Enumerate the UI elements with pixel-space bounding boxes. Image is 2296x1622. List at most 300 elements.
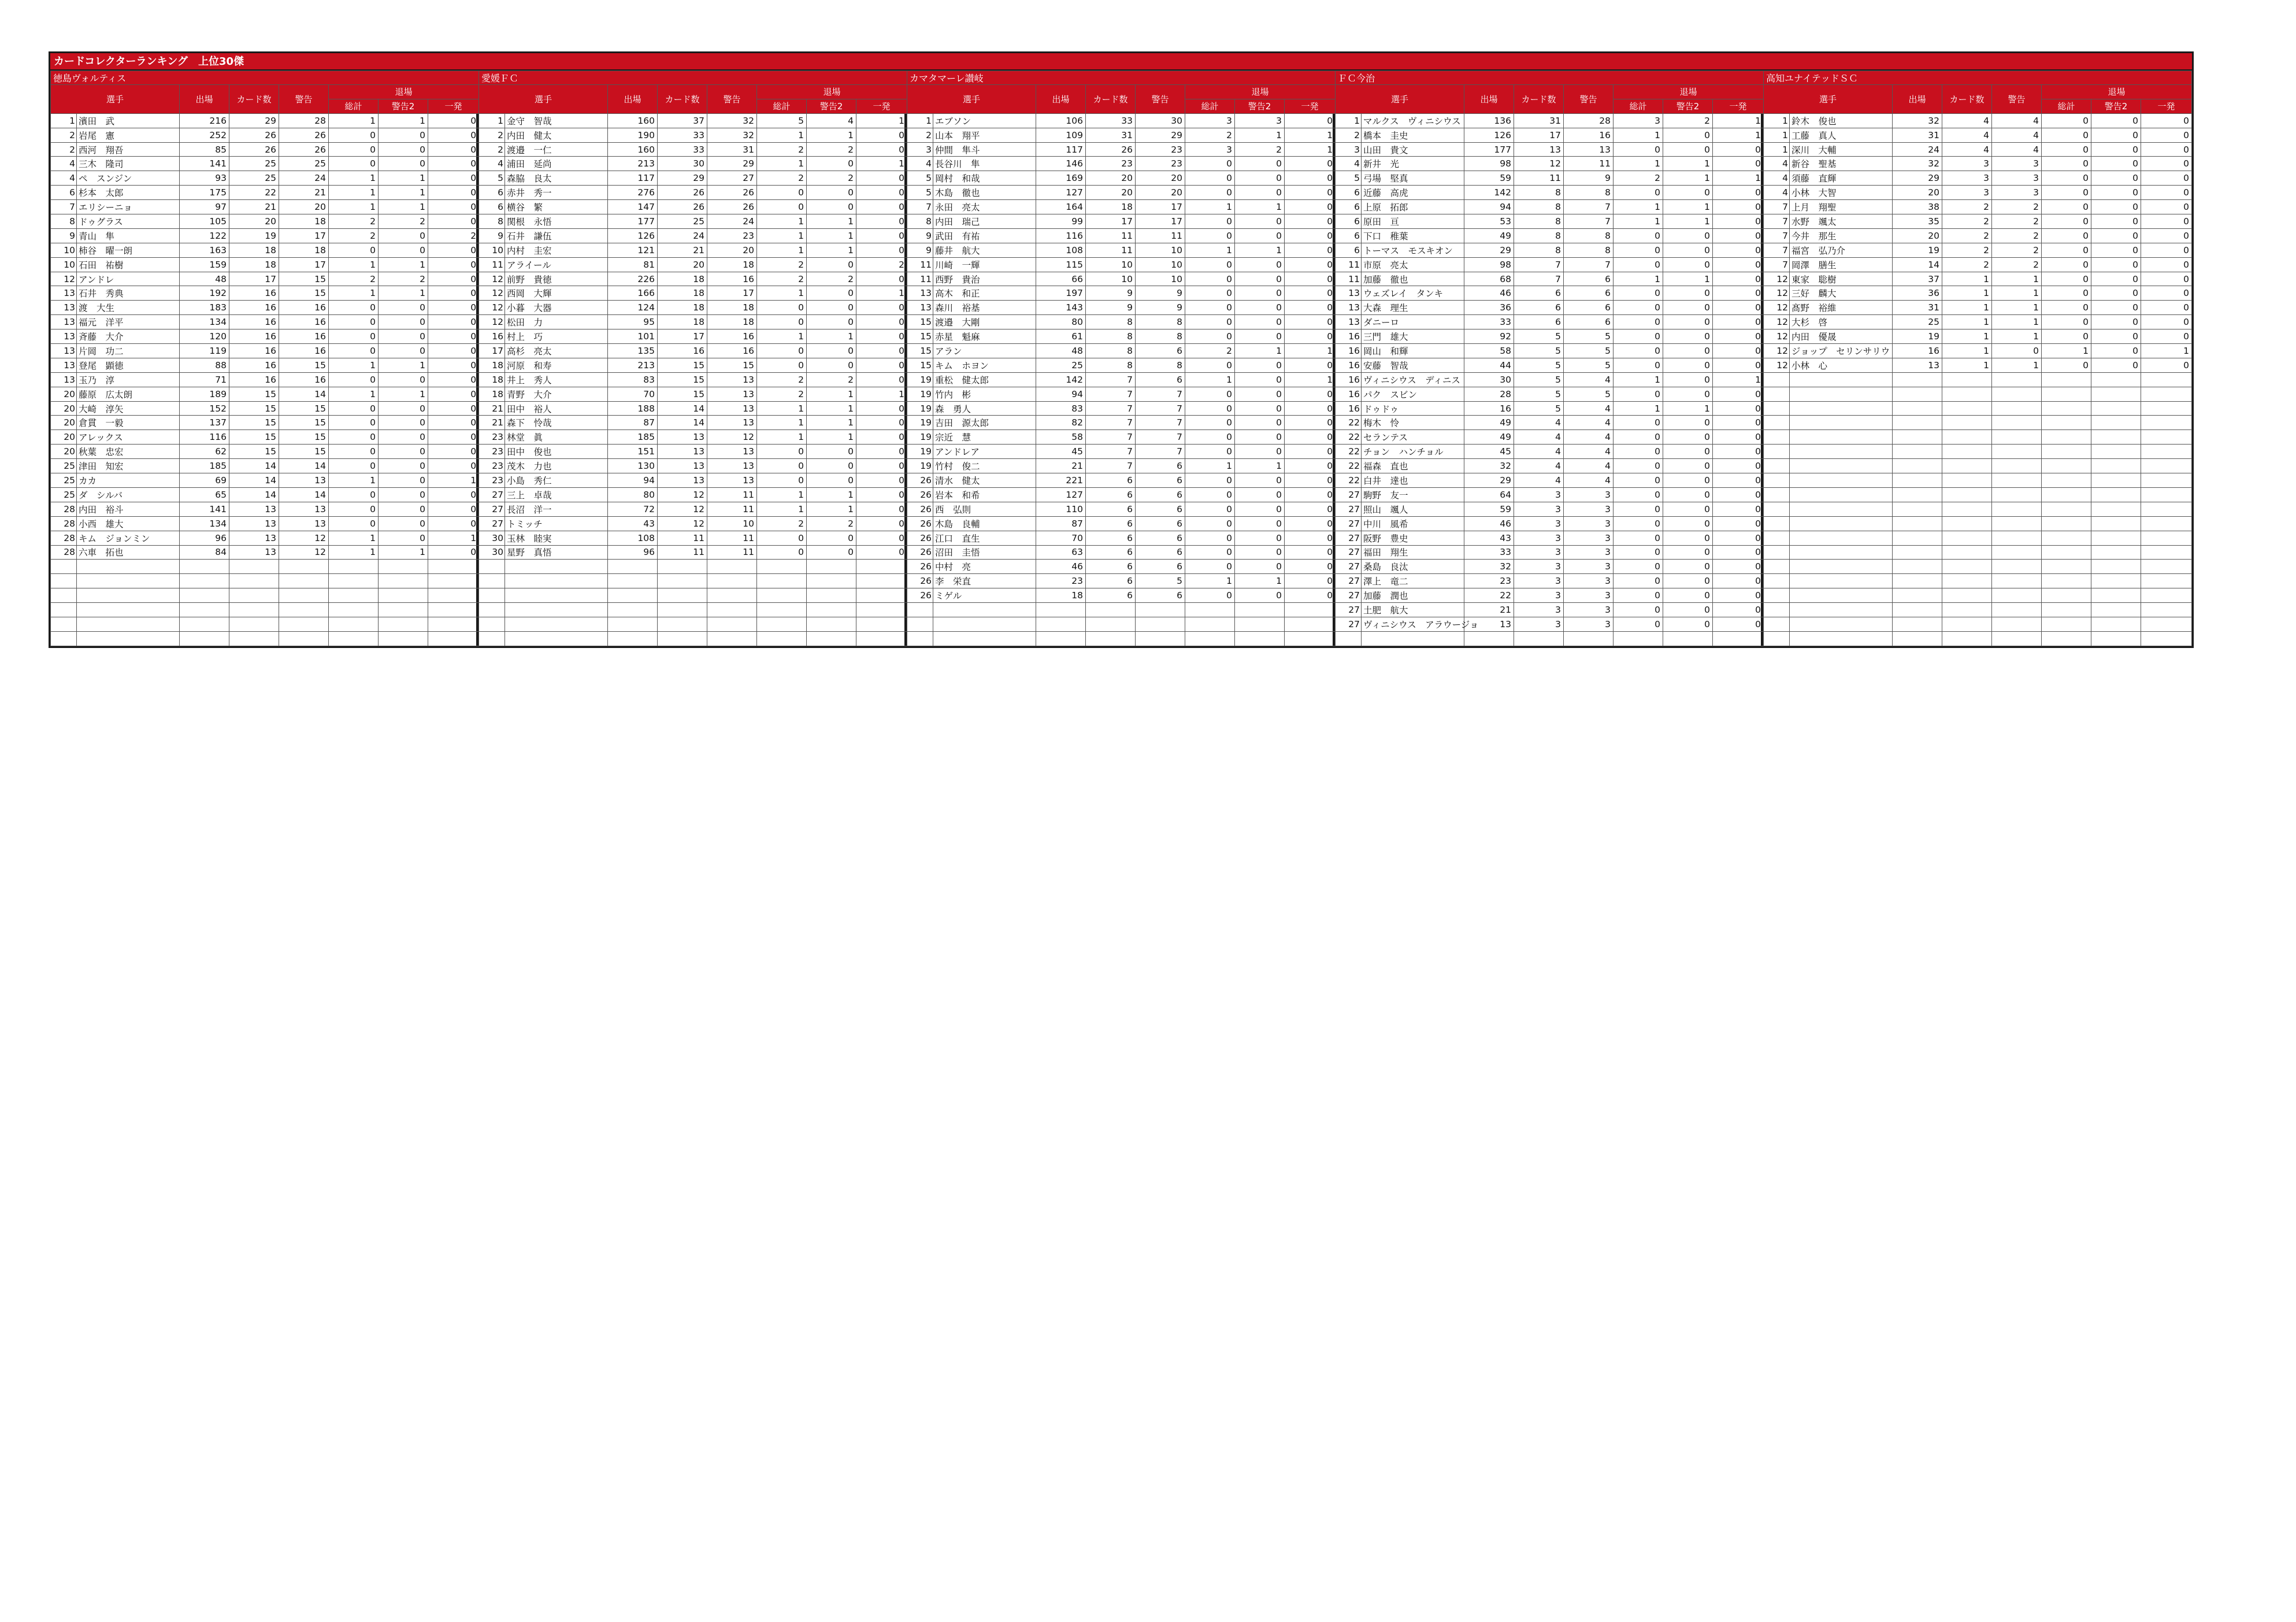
- yellow-count: 15: [279, 430, 329, 445]
- sentoff-total: 2: [757, 387, 807, 401]
- table-row: [479, 445, 907, 459]
- second-yellow-count: 0: [2091, 315, 2141, 329]
- appearances: 142: [1036, 372, 1086, 387]
- second-yellow-count: 0: [1235, 545, 1285, 560]
- rank: 17: [479, 344, 505, 358]
- yellow-count: 15: [279, 401, 329, 416]
- card-count: 18: [229, 257, 279, 272]
- card-count: 5: [1514, 344, 1564, 358]
- yellow-count: 29: [1136, 128, 1185, 142]
- card-count: 1: [1942, 315, 1992, 329]
- rank: 21: [479, 401, 505, 416]
- empty-cell: [2091, 473, 2141, 488]
- player-name: 西 弘則: [933, 502, 1036, 516]
- card-count: 14: [658, 416, 707, 430]
- appearances: 48: [1036, 344, 1086, 358]
- second-yellow-count: 0: [379, 157, 428, 171]
- table-row: [1764, 200, 2192, 214]
- empty-cell: [180, 588, 229, 603]
- straight-red-count: 0: [1713, 560, 1764, 574]
- second-yellow-count: 0: [1663, 516, 1713, 531]
- yellow-count: 21: [279, 186, 329, 200]
- yellow-count: 1: [1992, 315, 2042, 329]
- sentoff-total: 0: [1613, 473, 1663, 488]
- second-yellow-count: 0: [807, 473, 856, 488]
- player-name: 川崎 一輝: [933, 257, 1036, 272]
- yellow-count: 17: [279, 257, 329, 272]
- yellow-count: 18: [707, 257, 757, 272]
- sentoff-total: 0: [329, 315, 379, 329]
- empty-cell: [1992, 516, 2042, 531]
- table-row: [1336, 243, 1764, 257]
- yellow-count: 3: [1564, 574, 1613, 588]
- sentoff-total: 0: [2042, 301, 2091, 315]
- second-yellow-count: 0: [1663, 315, 1713, 329]
- empty-cell: [1790, 459, 1893, 473]
- empty-cell: [1893, 416, 1942, 430]
- table-row: [51, 502, 479, 516]
- second-yellow-count: 0: [1235, 358, 1285, 372]
- straight-red-count: 0: [1713, 186, 1764, 200]
- player-name: 上月 翔聖: [1790, 200, 1893, 214]
- straight-red-count: 0: [1713, 301, 1764, 315]
- card-count: 3: [1514, 588, 1564, 603]
- card-count: 15: [229, 416, 279, 430]
- straight-red-count: 0: [856, 372, 907, 387]
- sentoff-total: 2: [757, 257, 807, 272]
- empty-cell: [51, 588, 77, 603]
- sentoff-total: 2: [1613, 171, 1663, 186]
- second-yellow-count: 0: [1235, 272, 1285, 286]
- empty-cell: [1790, 531, 1893, 545]
- yellow-count: 18: [707, 301, 757, 315]
- rank: 16: [1336, 401, 1362, 416]
- table-row: [1336, 157, 1764, 171]
- table-row: [479, 603, 907, 617]
- team-table: [907, 71, 1336, 646]
- rank: 26: [907, 502, 933, 516]
- player-name: 山本 翔平: [933, 128, 1036, 142]
- straight-red-count: 0: [856, 315, 907, 329]
- yellow-count: 16: [279, 301, 329, 315]
- player-name: 深川 大輔: [1790, 142, 1893, 157]
- card-count: 8: [1086, 344, 1136, 358]
- player-name: 登尾 顕徳: [77, 358, 180, 372]
- straight-red-count: 1: [1285, 142, 1336, 157]
- appearances: 192: [180, 286, 229, 301]
- empty-cell: [379, 560, 428, 574]
- empty-cell: [1893, 617, 1942, 631]
- yellow-count: 10: [1136, 257, 1185, 272]
- card-count: 14: [658, 401, 707, 416]
- second-yellow-count: 1: [379, 387, 428, 401]
- empty-cell: [907, 603, 933, 617]
- table-row: [479, 631, 907, 646]
- rank: 30: [479, 545, 505, 560]
- rank: 7: [1764, 243, 1790, 257]
- second-yellow-count: 2: [807, 142, 856, 157]
- empty-cell: [2141, 603, 2192, 617]
- second-yellow-count: 0: [379, 516, 428, 531]
- appearances: 185: [180, 459, 229, 473]
- second-yellow-count: 0: [1663, 329, 1713, 344]
- team-block: [1763, 71, 2192, 646]
- sentoff-total: 0: [329, 430, 379, 445]
- table-row: [1764, 473, 2192, 488]
- empty-cell: [77, 617, 180, 631]
- table-row: [51, 401, 479, 416]
- second-yellow-count: 0: [2091, 358, 2141, 372]
- card-count: 20: [658, 257, 707, 272]
- card-count: 2: [1942, 200, 1992, 214]
- player-name: ヴィニシウス ディニス: [1362, 372, 1464, 387]
- player-name: 髙野 裕維: [1790, 301, 1893, 315]
- empty-cell: [807, 588, 856, 603]
- empty-cell: [1893, 445, 1942, 459]
- table-row: [907, 243, 1336, 257]
- table-row: [479, 459, 907, 473]
- appearances: 45: [1464, 445, 1514, 459]
- card-count: 12: [658, 487, 707, 502]
- yellow-count: 9: [1136, 301, 1185, 315]
- second-yellow-count: 0: [379, 142, 428, 157]
- empty-cell: [2091, 430, 2141, 445]
- player-name: 照山 颯人: [1362, 502, 1464, 516]
- rank: 20: [51, 416, 77, 430]
- empty-cell: [1764, 445, 1790, 459]
- player-name: 宗近 慧: [933, 430, 1036, 445]
- second-yellow-count: 0: [807, 459, 856, 473]
- sentoff-total: 2: [329, 272, 379, 286]
- sentoff-total: 0: [2042, 257, 2091, 272]
- empty-cell: [2141, 430, 2192, 445]
- second-yellow-count: 1: [1663, 157, 1713, 171]
- empty-cell: [2141, 574, 2192, 588]
- table-row: [51, 459, 479, 473]
- empty-cell: [1790, 430, 1893, 445]
- empty-cell: [505, 603, 608, 617]
- straight-red-count: 2: [428, 228, 479, 243]
- straight-red-count: 0: [1285, 473, 1336, 488]
- straight-red-count: 0: [856, 430, 907, 445]
- table-row: [51, 372, 479, 387]
- sentoff-total: 1: [757, 228, 807, 243]
- card-count: 5: [1514, 401, 1564, 416]
- sentoff-total: 0: [1185, 272, 1235, 286]
- table-row: [479, 128, 907, 142]
- empty-cell: [658, 560, 707, 574]
- appearances: 83: [608, 372, 658, 387]
- straight-red-count: 0: [1713, 516, 1764, 531]
- sentoff-total: 0: [1185, 502, 1235, 516]
- sentoff-total: 0: [2042, 113, 2091, 128]
- player-name: 津田 知宏: [77, 459, 180, 473]
- second-yellow-count: 2: [1663, 113, 1713, 128]
- yellow-count: 15: [279, 445, 329, 459]
- rank: 27: [1336, 603, 1362, 617]
- appearances: 169: [1036, 171, 1086, 186]
- rank: 6: [1336, 243, 1362, 257]
- straight-red-count: 0: [1713, 329, 1764, 344]
- sentoff-total: 1: [1613, 272, 1663, 286]
- card-count: 12: [658, 502, 707, 516]
- appearances: 32: [1893, 157, 1942, 171]
- table-row: [907, 430, 1336, 445]
- sentoff-total: 0: [757, 186, 807, 200]
- second-yellow-count: 1: [807, 416, 856, 430]
- appearances: 49: [1464, 430, 1514, 445]
- player-name: 岡山 和輝: [1362, 344, 1464, 358]
- empty-cell: [2042, 473, 2091, 488]
- second-yellow-count: 0: [1663, 142, 1713, 157]
- player-name: ミゲル: [933, 588, 1036, 603]
- player-name: ダニーロ: [1362, 315, 1464, 329]
- appearances: 101: [608, 329, 658, 344]
- sentoff-total: 0: [1185, 171, 1235, 186]
- player-name: 内田 優晟: [1790, 329, 1893, 344]
- yellow-count: 7: [1564, 214, 1613, 229]
- sentoff-total: 0: [2042, 329, 2091, 344]
- empty-cell: [1992, 401, 2042, 416]
- empty-cell: [707, 588, 757, 603]
- table-row: [51, 358, 479, 372]
- sentoff-total: 0: [1613, 416, 1663, 430]
- empty-cell: [1942, 502, 1992, 516]
- appearances: 190: [608, 128, 658, 142]
- player-name: ドゥグラス: [77, 214, 180, 229]
- card-count: 18: [658, 301, 707, 315]
- second-yellow-count: 0: [1235, 228, 1285, 243]
- yellow-count: 8: [1136, 358, 1185, 372]
- second-yellow-count: 0: [2091, 301, 2141, 315]
- sentoff-total: 0: [329, 372, 379, 387]
- player-name: 森川 裕基: [933, 301, 1036, 315]
- rank: 27: [1336, 588, 1362, 603]
- player-header: 選手: [1764, 85, 1893, 114]
- straight-red-count: 0: [856, 531, 907, 545]
- card-count: 3: [1514, 531, 1564, 545]
- player-name: 木島 良輔: [933, 516, 1036, 531]
- sentoff-total: 0: [2042, 286, 2091, 301]
- sentoff-total: 0: [1613, 142, 1663, 157]
- second-yellow-count: 1: [379, 171, 428, 186]
- rank: 6: [479, 186, 505, 200]
- second-yellow-count: 1: [379, 186, 428, 200]
- rank: 7: [1764, 214, 1790, 229]
- player-name: 内村 圭宏: [505, 243, 608, 257]
- empty-cell: [807, 574, 856, 588]
- straight-red-count: 0: [856, 243, 907, 257]
- second-yellow-count: 0: [2091, 171, 2141, 186]
- rank: 8: [907, 214, 933, 229]
- sentoff-total: 0: [1613, 459, 1663, 473]
- straight-red-count: 0: [1285, 387, 1336, 401]
- rank: 6: [1336, 200, 1362, 214]
- straight-red-count: 0: [1713, 257, 1764, 272]
- second-yellow-count: 0: [807, 344, 856, 358]
- straight-red-count: 0: [1285, 315, 1336, 329]
- sentoff-header: 退場: [1185, 85, 1336, 99]
- second-yellow-count: 0: [1235, 387, 1285, 401]
- card-count: 9: [1086, 301, 1136, 315]
- sentoff-total: 1: [1185, 372, 1235, 387]
- appearances: 134: [180, 315, 229, 329]
- appearances: 16: [1893, 344, 1942, 358]
- sentoff-total: 1: [757, 487, 807, 502]
- yellow-count: 9: [1564, 171, 1613, 186]
- sentoff-total: 1: [1613, 200, 1663, 214]
- card-count: 1: [1942, 329, 1992, 344]
- straight-red-count: 0: [1285, 401, 1336, 416]
- yellow-count: 6: [1136, 560, 1185, 574]
- player-name: 石井 秀典: [77, 286, 180, 301]
- cards-header: カード数: [1942, 85, 1992, 114]
- table-row: [1336, 186, 1764, 200]
- second-yellow-count: 0: [1663, 487, 1713, 502]
- straight-red-count: 1: [1285, 128, 1336, 142]
- rank: 27: [479, 502, 505, 516]
- second-yellow-count: 0: [1663, 430, 1713, 445]
- player-name: 福田 翔生: [1362, 545, 1464, 560]
- empty-cell: [1992, 502, 2042, 516]
- empty-cell: [856, 631, 907, 646]
- rank: 4: [1764, 171, 1790, 186]
- table-row: [51, 286, 479, 301]
- straight-red-count: 0: [2141, 200, 2192, 214]
- yellow-count: 7: [1136, 445, 1185, 459]
- rank: 6: [479, 200, 505, 214]
- empty-cell: [1893, 560, 1942, 574]
- yellow-count: 16: [279, 372, 329, 387]
- player-name: ジョップ セリンサリウ: [1790, 344, 1893, 358]
- sentoff-total: 0: [1185, 516, 1235, 531]
- empty-cell: [1790, 416, 1893, 430]
- empty-cell: [279, 588, 329, 603]
- player-name: アラン: [933, 344, 1036, 358]
- player-name: アンドレア: [933, 445, 1036, 459]
- straight-red-count: 0: [2141, 228, 2192, 243]
- straight-red-count: 0: [428, 214, 479, 229]
- rank: 12: [479, 315, 505, 329]
- straight-red-count: 1: [2141, 344, 2192, 358]
- player-name: 清水 健太: [933, 473, 1036, 488]
- empty-cell: [1992, 416, 2042, 430]
- player-name: 内田 裕斗: [77, 502, 180, 516]
- sentoff-total: 0: [329, 502, 379, 516]
- second-yellow-count: 1: [807, 487, 856, 502]
- appearances: 68: [1464, 272, 1514, 286]
- rank: 6: [1336, 228, 1362, 243]
- rank: 19: [907, 372, 933, 387]
- yellow-count: 3: [1564, 603, 1613, 617]
- empty-cell: [1893, 459, 1942, 473]
- straight-red-count: 0: [428, 430, 479, 445]
- empty-cell: [1764, 545, 1790, 560]
- appearances: 126: [1464, 128, 1514, 142]
- rank: 9: [51, 228, 77, 243]
- rank: 12: [1764, 272, 1790, 286]
- empty-cell: [1790, 502, 1893, 516]
- table-row: [51, 200, 479, 214]
- yellow-count: 7: [1136, 416, 1185, 430]
- table-row: [907, 113, 1336, 128]
- card-count: 6: [1086, 588, 1136, 603]
- yellow-count: 26: [707, 186, 757, 200]
- rank: 23: [479, 430, 505, 445]
- sentoff-header: 退場: [329, 85, 479, 99]
- rank: 12: [1764, 344, 1790, 358]
- player-name: 松田 力: [505, 315, 608, 329]
- empty-cell: [1764, 631, 1790, 646]
- straight-red-count: 0: [1285, 113, 1336, 128]
- table-row: [479, 531, 907, 545]
- yellow-count: 7: [1136, 430, 1185, 445]
- second-yellow-count: 0: [1235, 157, 1285, 171]
- second-yellow-count: 0: [1663, 574, 1713, 588]
- empty-cell: [907, 617, 933, 631]
- yellow-count: 27: [707, 171, 757, 186]
- second-yellow-count: 1: [807, 228, 856, 243]
- card-count: 13: [658, 459, 707, 473]
- straight-red-header: 一発: [428, 99, 479, 113]
- straight-red-count: 0: [1285, 228, 1336, 243]
- player-name: アライール: [505, 257, 608, 272]
- sentoff-total: 0: [1613, 502, 1663, 516]
- table-row: [1764, 588, 2192, 603]
- card-count: 18: [658, 286, 707, 301]
- player-name: 長谷川 隼: [933, 157, 1036, 171]
- empty-cell: [180, 560, 229, 574]
- rank: 13: [1336, 286, 1362, 301]
- empty-cell: [1992, 473, 2042, 488]
- table-row: [1336, 315, 1764, 329]
- empty-cell: [707, 574, 757, 588]
- yellow-count: 31: [707, 142, 757, 157]
- rank: 12: [1764, 329, 1790, 344]
- second-yellow-count: 1: [1235, 128, 1285, 142]
- empty-cell: [1136, 603, 1185, 617]
- rank: 6: [1336, 186, 1362, 200]
- appearances: 59: [1464, 171, 1514, 186]
- table-row: [51, 560, 479, 574]
- second-yellow-count: 0: [807, 186, 856, 200]
- card-count: 2: [1942, 257, 1992, 272]
- card-count: 1: [1942, 358, 1992, 372]
- second-yellow-count: 1: [379, 545, 428, 560]
- player-name: 弓場 堅真: [1362, 171, 1464, 186]
- straight-red-count: 0: [1285, 301, 1336, 315]
- second-yellow-count: 0: [2091, 128, 2141, 142]
- yellow-count: 8: [1564, 243, 1613, 257]
- appearances: 135: [608, 344, 658, 358]
- rank: 15: [907, 329, 933, 344]
- appearances: 29: [1464, 243, 1514, 257]
- second-yellow-count: 1: [379, 257, 428, 272]
- sentoff-total: 0: [1185, 588, 1235, 603]
- yellow-count: 6: [1564, 315, 1613, 329]
- second-yellow-count: 1: [1235, 574, 1285, 588]
- rank: 2: [1336, 128, 1362, 142]
- straight-red-count: 0: [1285, 272, 1336, 286]
- card-count: 3: [1514, 516, 1564, 531]
- table-row: [51, 113, 479, 128]
- empty-cell: [1992, 487, 2042, 502]
- straight-red-count: 0: [2141, 128, 2192, 142]
- card-count: 25: [229, 171, 279, 186]
- appearances: 160: [608, 142, 658, 157]
- table-row: [1336, 301, 1764, 315]
- rank: 2: [51, 142, 77, 157]
